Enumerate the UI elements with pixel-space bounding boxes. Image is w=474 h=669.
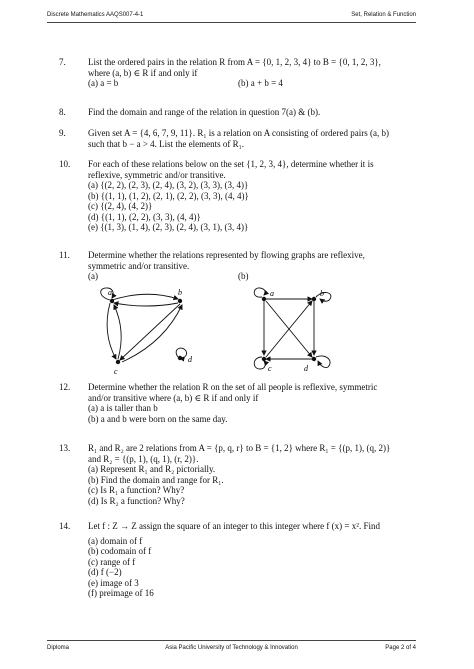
graph-a-edge-ab [112, 294, 178, 300]
question-10 [59, 159, 419, 233]
question-12 [59, 382, 419, 424]
header-topic: Set, Relation & Function [351, 12, 416, 18]
graph-a-node-a [110, 299, 114, 303]
graph-b-node-c [262, 357, 266, 361]
subpart-c: (c) range of f [88, 556, 136, 567]
subpart-a: (a) domain of f [88, 535, 143, 546]
graph-b-loop-d [316, 356, 330, 368]
graph-b-label: (b) [238, 271, 249, 281]
subpart-f: (f) preimage of 16 [88, 588, 154, 598]
question-number: 7. [59, 57, 66, 67]
subpart-d: (d) {(1, 1), (2, 2), (3, 3), (4, 4)} [88, 211, 201, 222]
subpart-c: (c) {(2, 4), (4, 2)} [88, 201, 153, 211]
question-number: 12. [59, 382, 71, 392]
subpart-a: (a) a is taller than b [88, 403, 158, 413]
question-number: 8. [59, 107, 66, 117]
footer-program: Diploma [47, 645, 70, 651]
graph-a-node-c [116, 360, 120, 364]
graph-b-label-a: a [270, 289, 274, 298]
question-text: such that b − a > 4. List the elements of R₁. [88, 138, 245, 149]
subpart-b: (b) {(1, 1), (1, 2), (2, 1), (2, 2), (3, 3), (4, 4)} [88, 190, 249, 201]
graph-a-edge-ca [114, 305, 121, 359]
page-footer [47, 640, 416, 656]
subpart-b: (b) codomain of f [88, 546, 152, 556]
question-text: Determine whether the relation R on the set of all people is reflexive, symmetric [88, 382, 378, 392]
subpart-d: (d) f (−2) [88, 567, 122, 577]
question-text: and/or transitive where (a, b) ∈ R if and only if [88, 392, 259, 403]
graph-a-edge-ba [114, 303, 178, 306]
subpart-e: (e) image of 3 [88, 577, 139, 588]
question-text: symmetric and/or transitive. [88, 260, 190, 271]
graph-a-edge-cb [122, 305, 182, 362]
graph-b-label-d: d [304, 364, 308, 373]
footer-institution: Asia Pacific University of Technology & Innovation [165, 645, 298, 651]
subpart-a: (a) {(2, 2), (2, 3), (2, 4), (3, 2), (3, 3), (3, 4)} [88, 180, 249, 190]
graph-a-label-b: b [178, 288, 182, 297]
graph-a-label-a: a [108, 288, 112, 297]
graph-b-label-b: b [320, 289, 324, 298]
question-text: Let f : Z → Z assign the square of an integer to this integer where f (x) = x². Find [88, 521, 380, 531]
question-text: reflexive, symmetric and/or transitive. [88, 169, 226, 180]
question-text: R₁ and R₂ are 2 relations from A = {p, q, r} to B = {1, 2} where R₁ = {(p, 1), (q, 2)} [88, 443, 391, 453]
header-rule [47, 22, 416, 23]
footer-page-number: Page 2 of 4 [385, 645, 416, 651]
graph-a-edge-ac [107, 303, 116, 359]
subpart-d: (d) Is R₂ a function? Why? [88, 495, 185, 506]
subpart-c: (c) Is R₁ a function? Why? [88, 485, 185, 495]
graph-b [248, 285, 348, 375]
graph-b-label-c: c [268, 364, 272, 373]
graph-b-node-b [312, 297, 316, 301]
question-11 [59, 250, 419, 282]
graph-a-label: (a) [88, 271, 98, 281]
subpart-b: (b) Find the domain and range for R₁. [88, 474, 224, 485]
graph-a-label-c: c [114, 367, 118, 376]
question-number: 11. [59, 250, 70, 260]
question-text: and R₂ = {(p, 1), (q, 1), (r, 2)}. [88, 453, 199, 464]
graph-a [92, 283, 212, 378]
question-14 [59, 521, 419, 599]
graph-a-edge-bc [120, 304, 180, 360]
question-text: Given set A = {4, 6, 7, 9, 11}. R₁ is a relation on A consisting of ordered pairs (a, b) [88, 128, 389, 138]
question-number: 10. [59, 159, 71, 169]
question-8 [59, 107, 419, 118]
header-course-title: Discrete Mathematics AAQS007-4-1 [47, 12, 144, 18]
subpart-e: (e) {(1, 3), (1, 4), (2, 3), (2, 4), (3, 1), (3, 4)} [88, 222, 249, 232]
question-text: Determine whether the relations represented by flowing graphs are reflexive, [88, 250, 365, 260]
question-number: 14. [59, 521, 71, 531]
question-text: Find the domain and range of the relation in question 7(a) & (b). [88, 107, 321, 117]
question-number: 13. [59, 443, 71, 453]
graph-a-node-d [178, 356, 182, 360]
subpart-a: (a) Represent R₁ and R₂ pictorially. [88, 464, 216, 474]
graph-b-node-a [262, 297, 266, 301]
question-text: List the ordered pairs in the relation R from A = {0, 1, 2, 3, 4} to B = {0, 1, 2, 3}, [88, 57, 381, 67]
question-text: where (a, b) ∈ R if and only if [88, 67, 198, 78]
question-9 [59, 128, 419, 149]
page-header [47, 9, 416, 23]
question-13 [59, 443, 419, 506]
subpart-a: (a) a = b [88, 78, 119, 88]
footer-rule [47, 640, 416, 641]
graph-b-node-d [312, 357, 316, 361]
graph-a-node-b [178, 299, 182, 303]
graph-a-label-d: d [188, 355, 192, 364]
subpart-b: (b) a + b = 4 [238, 78, 283, 88]
subpart-b: (b) a and b were born on the same day. [88, 413, 228, 424]
graph-b-loop-a [254, 288, 265, 297]
question-7 [59, 57, 419, 89]
question-number: 9. [59, 128, 66, 138]
question-text: For each of these relations below on the set {1, 2, 3, 4}, determine whether it is [88, 159, 374, 169]
